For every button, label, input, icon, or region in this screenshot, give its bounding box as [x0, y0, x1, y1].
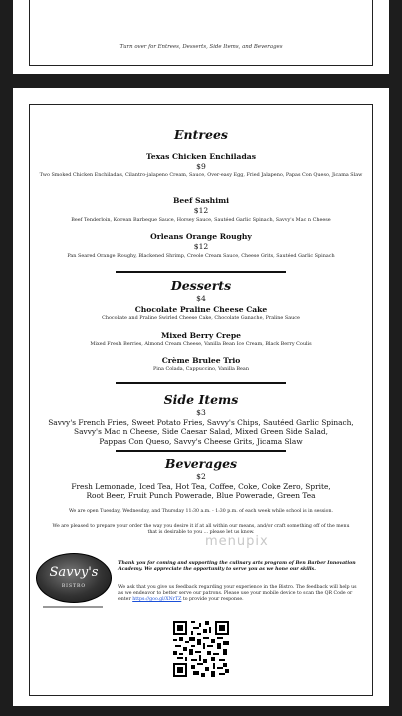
entree-name: Texas Chicken Enchiladas — [146, 152, 256, 161]
side-items-list — [34, 418, 368, 446]
entree-price: $12 — [193, 242, 209, 251]
entrees-title: Entrees — [174, 127, 228, 142]
qr-code-icon — [173, 621, 229, 677]
feedback-message — [118, 585, 362, 604]
dessert-description: Pina Colada, Cappuccino, Vanilla Bean — [153, 366, 249, 372]
dessert-name: Chocolate Praline Cheese Cake — [134, 305, 268, 314]
logo-name: Savvy's — [49, 565, 99, 580]
section-divider — [116, 271, 286, 273]
feedback-link[interactable]: https://goo.gl/XNrTZ — [132, 597, 182, 603]
dessert-description: Chocolate and Praline Swirled Cheese Cake, Chocolate Ganache, Praline Sauce — [102, 315, 300, 321]
logo-sub: BISTRO — [61, 584, 87, 589]
thanks-message: Thank you for coming and supporting the culinary arts program of Ben Barber Innovation Academy. We appreciate the opportunity to serve you as we hone our skills. — [118, 561, 356, 573]
logo-tagline-graphic — [36, 605, 110, 610]
beverages-list — [34, 482, 368, 501]
entree-name: Beef Sashimi — [173, 196, 229, 205]
custom-order-note: We are pleased to prepare your order the way you desire it if at all within our means, and/or craft something off of the menu that is desirable to you ... please let us know. — [52, 524, 350, 536]
qr-code[interactable] — [173, 621, 229, 677]
savvys-bistro-logo — [36, 553, 112, 603]
desserts-title: Desserts — [170, 278, 232, 293]
desserts-price: $4 — [196, 294, 206, 303]
feedback-after: to provide your response. — [182, 597, 244, 603]
menupix-watermark: menupix — [205, 534, 269, 549]
entree-name: Orleans Orange Roughy — [150, 232, 252, 241]
dessert-name: Mixed Berry Crepe — [161, 331, 241, 340]
entree-description: Pan Seared Orange Roughy, Blackened Shrimp, Creole Cream Sauce, Cheese Grits, Sautéed Garlic Spinach — [67, 253, 335, 259]
feedback-text: We ask that you give us feedback regarding your experience in the Bistro. The feedback will help us as we endeavor to better serve our patrons. Please use your mobile device to scan the QR Code or enter — [118, 585, 357, 603]
page-border — [29, 0, 373, 66]
dessert-description: Mixed Fresh Berries, Almond Cream Cheese, Vanilla Bean Ice Cream, Black Berry Coulis — [90, 341, 312, 347]
beverages-line: Fresh Lemonade, Iced Tea, Hot Tea, Coffee, Coke, Coke Zero, Sprite, — [71, 482, 331, 491]
menu-page-front — [13, 0, 389, 74]
side-items-price: $3 — [196, 408, 206, 417]
side-items-line: Savvy's Mac n Cheese, Side Caesar Salad, Mixed Green Side Salad, — [74, 427, 328, 437]
page-border — [29, 104, 373, 696]
menu-page-back — [13, 88, 389, 706]
entree-description: Beef Tenderloin, Korean Barbeque Sauce, Horsey Sauce, Sautéed Garlic Spinach, Savvy's Mac n Cheese — [71, 217, 331, 223]
beverages-price: $2 — [196, 472, 206, 481]
entree-price: $9 — [196, 162, 206, 171]
logo-tagline-icon — [43, 605, 103, 609]
side-items-title: Side Items — [163, 392, 239, 407]
beverages-line: Root Beer, Fruit Punch Powerade, Blue Powerade, Green Tea — [86, 491, 316, 501]
beverages-title: Beverages — [164, 456, 238, 471]
entree-description: Two Smoked Chicken Enchiladas, Cilantro-jalapeno Cream, Sauce, Over-easy Egg, Fried Jalapeno, Papas Con Queso, Jicama Slaw — [39, 172, 363, 178]
side-items-line: Pappas Con Queso, Savvy's Cheese Grits, Jicama Slaw — [99, 436, 303, 446]
dessert-name: Crème Brulee Trio — [161, 356, 241, 365]
side-items-line: Savvy's French Fries, Sweet Potato Fries, Savvy's Chips, Sautéed Garlic Spinach, — [48, 418, 354, 427]
hours-note: We are open Tuesday, Wednesday, and Thursday 11:30 a.m. - 1:30 p.m. of each week while school is in session. — [68, 509, 334, 514]
section-divider — [116, 450, 286, 452]
turn-over-note: Turn over for Entrees, Desserts, Side Items, and Beverages — [119, 44, 283, 50]
entree-price: $12 — [193, 206, 209, 215]
section-divider — [116, 382, 286, 384]
